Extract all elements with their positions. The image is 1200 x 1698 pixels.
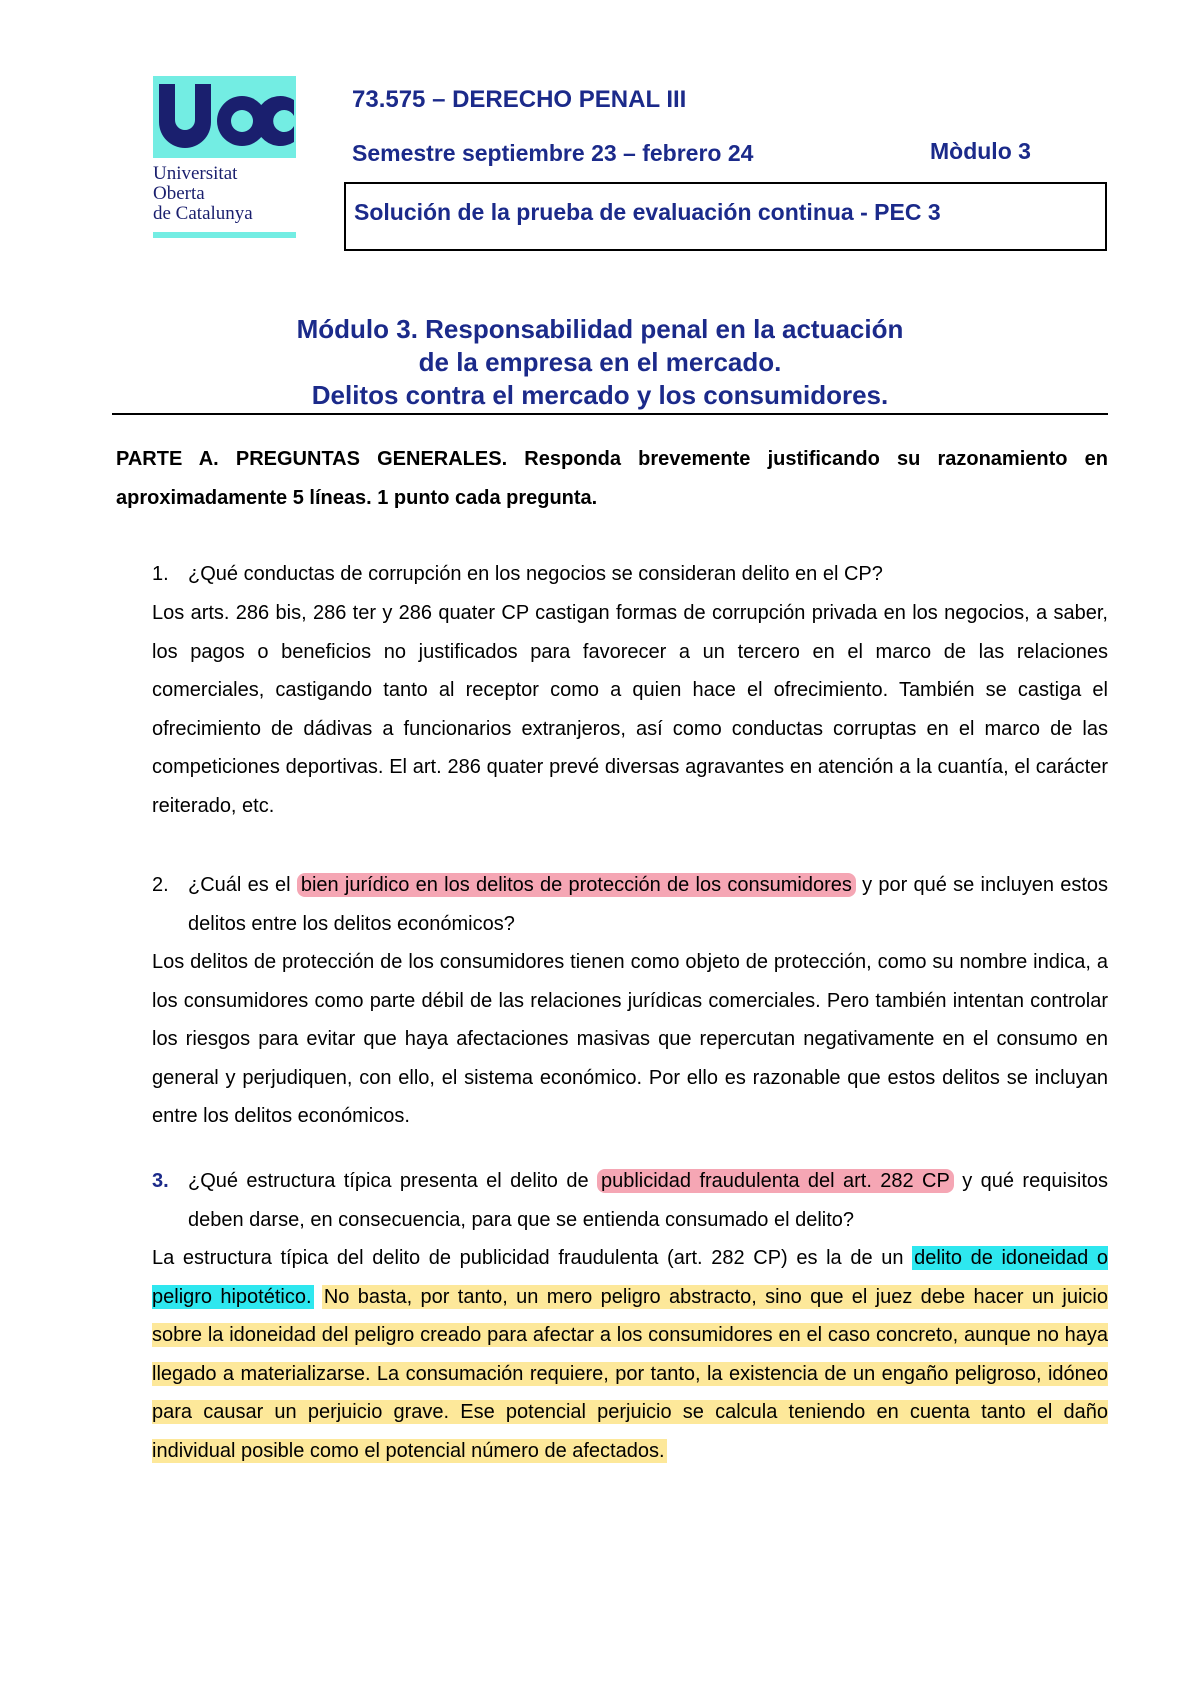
uoc-logo xyxy=(153,76,296,240)
answer-text-part: La estructura típica del delito de publicidad fraudulenta (art. 282 CP) es la de un xyxy=(152,1247,913,1269)
logo-letters-uoc xyxy=(155,78,294,156)
highlight-cyan: delito de idoneidad o peligro hipotético. xyxy=(152,1247,1108,1308)
answer-1: Los arts. 286 bis, 286 ter y 286 quater CP castigan formas de corrupción privada en los negocios, a saber, los pagos o beneficios no justificados para favorecer a un tercero en el marco de las relaciones comerciales, castigando tanto al receptor como a quien hace el ofrecimiento. También se castiga el ofrecimiento de dádivas a funcionarios extranjeros, así como conductas corruptas en el marco de las competiciones deportivas. El art. 286 quater prevé diversas agravantes en atención a la cuantía, el carácter reiterado, etc. xyxy=(152,602,1108,817)
module-tag: Mòdulo 3 xyxy=(930,138,1031,164)
heading-divider xyxy=(112,413,1108,415)
highlight-pink: bien jurídico en los delitos de protección de los consumidores xyxy=(297,873,856,897)
highlight-yellow: No basta, por tanto, un mero peligro abstracto, sino que el juez debe hacer un juicio sobre la idoneidad del peligro creado para afectar a los consumidores en el caso concreto, aunque no haya llegado a materializarse. La consumación requiere, por tanto, la existencia de un engaño peligroso, idóneo para causar un perjuicio grave. Ese potencial perjuicio se calcula teniendo en cuenta tanto el daño individual posible como el potencial número de afectados. xyxy=(152,1285,1108,1462)
logo-text-line: Oberta xyxy=(153,183,205,204)
answer-3 xyxy=(152,1239,1108,1471)
question-text xyxy=(152,866,1108,943)
question-2 xyxy=(152,866,1108,943)
logo-block xyxy=(153,76,296,158)
question-text xyxy=(152,1162,1108,1239)
semester-label: Semestre septiembre 23 – febrero 24 xyxy=(352,140,754,166)
question-1 xyxy=(152,555,1108,594)
course-title: 73.575 – DERECHO PENAL III xyxy=(352,86,687,113)
logo-text-line: Universitat xyxy=(153,163,238,184)
logo-wordmark xyxy=(153,164,253,224)
question-text: ¿Qué conductas de corrupción en los negocios se consideran delito en el CP? xyxy=(188,563,883,585)
question-number: 3. xyxy=(152,1170,169,1192)
module-heading xyxy=(0,313,1200,412)
question-text-part: y qué requisitos deben darse, en consecuencia, para que se entienda consumado el delito? xyxy=(188,1170,1109,1231)
module-heading-line: de la empresa en el mercado. xyxy=(418,347,782,377)
highlight-pink: publicidad fraudulenta del art. 282 CP xyxy=(597,1169,954,1193)
module-heading-line: Módulo 3. Responsabilidad penal en la actuación xyxy=(296,314,904,344)
question-text-part: y por qué se incluyen estos delitos entre los delitos económicos? xyxy=(188,874,1108,935)
pec-title-box xyxy=(344,182,1107,251)
question-text-part: ¿Cuál es el xyxy=(188,874,291,896)
answer-2: Los delitos de protección de los consumidores tienen como objeto de protección, como su nombre indica, a los consumidores como parte débil de las relaciones jurídicas comerciales. Pero también intentan controlar los riesgos para evitar que haya afectaciones masivas que repercutan negativamente en el consumo en general y perjudiquen, con ello, el sistema económico. Por ello es razonable que estos delitos se incluyan entre los delitos económicos. xyxy=(152,951,1108,1128)
logo-text-line: de Catalunya xyxy=(153,203,253,224)
question-text-part: ¿Qué estructura típica presenta el delito de xyxy=(188,1170,589,1192)
part-a-intro: PARTE A. PREGUNTAS GENERALES. Responda brevemente justificando su razonamiento en aproximadamente 5 líneas. 1 punto cada pregunta. xyxy=(116,448,1108,509)
pec-title: Solución de la prueba de evaluación continua - PEC 3 xyxy=(354,199,941,225)
logo-underline xyxy=(153,232,296,238)
question-number: 1. xyxy=(152,563,169,585)
question-number: 2. xyxy=(152,874,169,896)
question-3 xyxy=(152,1162,1108,1239)
module-heading-line: Delitos contra el mercado y los consumidores. xyxy=(311,380,889,410)
